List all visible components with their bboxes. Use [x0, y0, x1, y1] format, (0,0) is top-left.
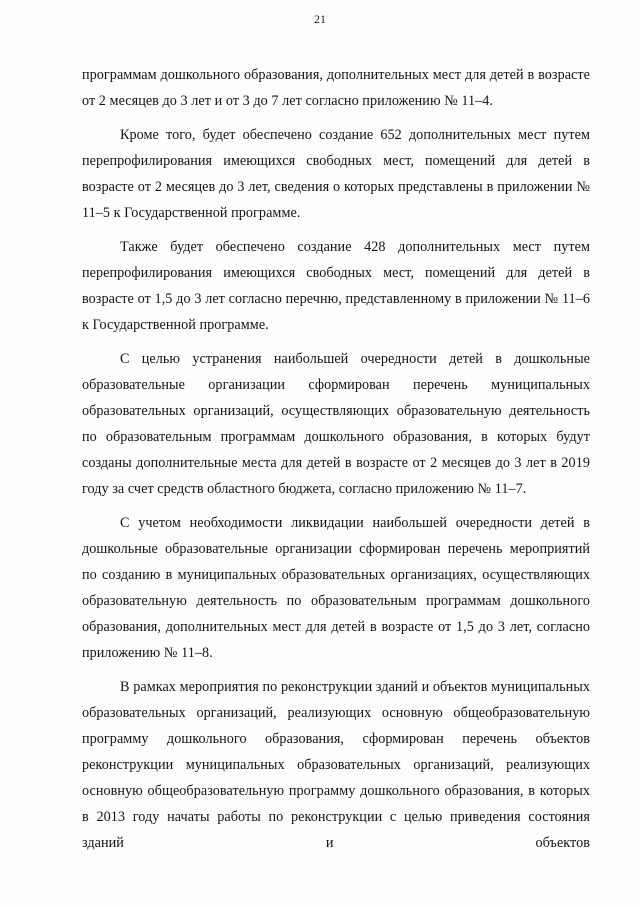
- paragraph-continuation: программам дошкольного образования, дополнительных мест для детей в возрасте от 2 месяцев до 3 лет и от 3 до 7 лет согласно приложению № 11–4.: [82, 67, 590, 109]
- page-number: 21: [314, 12, 326, 26]
- paragraph-queue-reduction-list: С целью устранения наибольшей очередности детей в дошкольные образовательные организации сформирован перечень муниципальных образовательных организаций, осуществляющих образовательную деятельность по образовательным программам дошкольного образования, в которых будут созданы дополнительные места для детей в возрасте от 2 месяцев до 3 лет в 2019 году за счет средств областного бюджета, согласно приложению № 11–7.: [82, 351, 590, 497]
- paragraph-liquidation-measures: С учетом необходимости ликвидации наибольшей очередности детей в дошкольные образовательные организации сформирован перечень мероприятий по созданию в муниципальных образовательных организациях, осуществляющих образовательную деятельность по образовательным программам дошкольного образования, дополнительных мест для детей в возрасте от 1,5 до 3 лет, согласно приложению № 11–8.: [82, 515, 590, 661]
- paragraph-reconstruction: В рамках мероприятия по реконструкции зданий и объектов муниципальных образовательных организаций, реализующих основную общеобразовательную программу дошкольного образования, сформирован перечень объектов реконструкции муниципальных образовательных организаций, реализующих основную общеобразовательную программу дошкольного образования, в которых в 2013 году начаты работы по реконструкции с целью приведения состояния зданий и объектов: [82, 679, 590, 851]
- paragraph-additional-places-652: Кроме того, будет обеспечено создание 652 дополнительных мест путем перепрофилирования имеющихся свободных мест, помещений для детей в возрасте от 2 месяцев до 3 лет, сведения о которых представлены в приложении № 11–5 к Государственной программе.: [82, 127, 590, 221]
- document-body: [82, 62, 590, 864]
- paragraph-additional-places-428: Также будет обеспечено создание 428 дополнительных мест путем перепрофилирования имеющихся свободных мест, помещений для детей в возрасте от 1,5 до 3 лет согласно перечню, представленному в приложении № 11–6 к Государственной программе.: [82, 239, 590, 333]
